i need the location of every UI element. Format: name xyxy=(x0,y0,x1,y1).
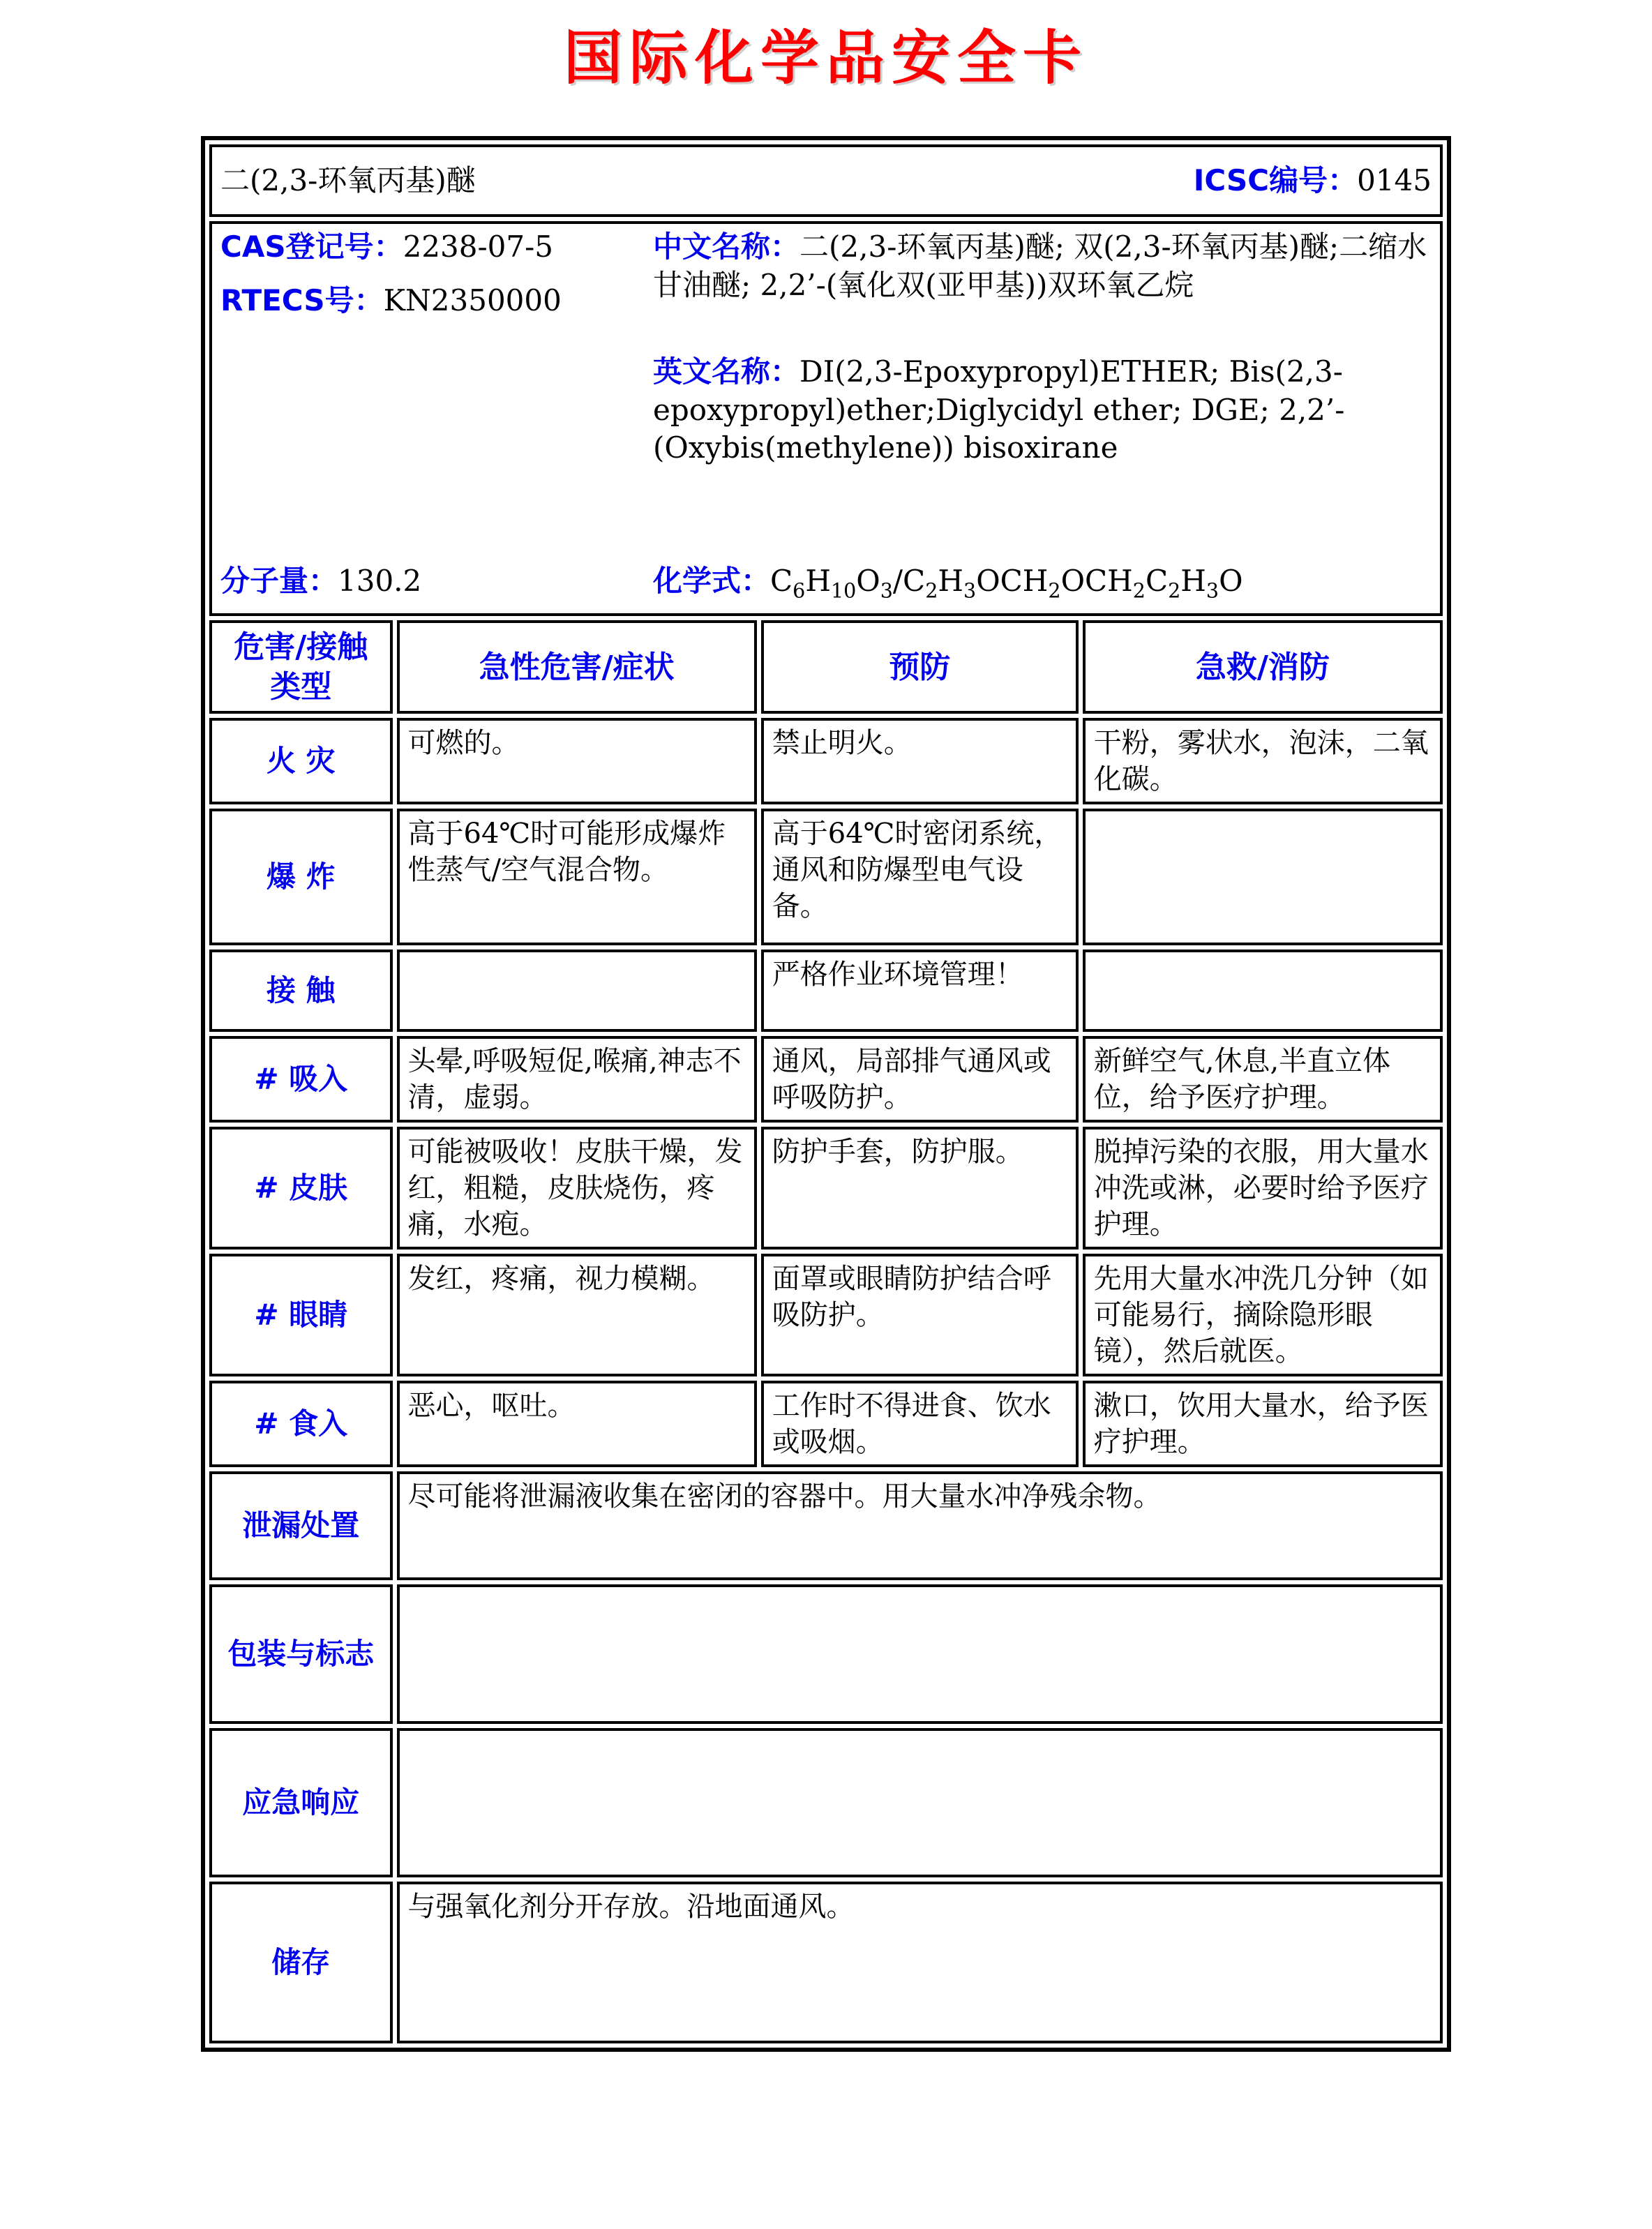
section-label-spillage: 泄漏处置 xyxy=(209,1471,393,1580)
section-content-spillage: 尽可能将泄漏液收集在密闭的容器中。用大量水冲净残余物。 xyxy=(397,1471,1443,1580)
formula-value: $C_6H_{10}O_3/C_2H_3OCH_2OCH_2C_2H_3O$ xyxy=(770,564,1243,603)
section-content-emergency xyxy=(397,1728,1443,1877)
hazard-header-row xyxy=(209,620,1443,714)
chinese-names-line xyxy=(653,228,1432,304)
chinese-names: 二(2,3-环氧丙基)醚; 双(2,3-环氧丙基)醚;二缩水甘油醚; 2,2’-(氧化双(亚甲基))双环氧乙烷 xyxy=(653,230,1427,302)
eyes-symptoms: 发红，疼痛，视力模糊。 xyxy=(397,1254,757,1376)
fire-prevention: 禁止明火。 xyxy=(761,718,1079,804)
section-label-storage: 储存 xyxy=(209,1882,393,2043)
english-names: DI(2,3-Epoxypropyl)ETHER; Bis(2,3-epoxypropyl)ether;Diglycidyl ether; DGE; 2,2’-(Oxybis(methylene)) bisoxirane xyxy=(653,354,1345,465)
explosion-symptoms: 高于64℃时可能形成爆炸性蒸气/空气混合物。 xyxy=(397,809,757,945)
explosion-prevention: 高于64℃时密闭系统，通风和防爆型电气设备。 xyxy=(761,809,1079,945)
section-row-emergency xyxy=(209,1728,1443,1877)
inhalation-symptoms: 头晕,呼吸短促,喉痛,神志不清，虚弱。 xyxy=(397,1036,757,1123)
skin-response: 脱掉污染的衣服，用大量水冲洗或淋，必要时给予医疗护理。 xyxy=(1083,1127,1443,1249)
header-first-aid: 急救/消防 xyxy=(1083,620,1443,714)
header-prevention: 预防 xyxy=(761,620,1079,714)
hazard-row-explosion xyxy=(209,809,1443,945)
substance-name: 二(2,3-环氧丙基)醚 xyxy=(220,163,476,197)
section-label-packaging: 包装与标志 xyxy=(209,1584,393,1724)
ingestion-response: 漱口，饮用大量水，给予医疗护理。 xyxy=(1083,1381,1443,1467)
hazard-type-exposure: 接 触 xyxy=(209,950,393,1032)
hazard-row-fire xyxy=(209,718,1443,804)
formula-label: 化学式： xyxy=(653,564,771,599)
eyes-response: 先用大量水冲洗几分钟（如可能易行，摘除隐形眼镜），然后就医。 xyxy=(1083,1254,1443,1376)
cas-number: 2238-07-5 xyxy=(403,230,554,264)
exposure-prevention: 严格作业环境管理！ xyxy=(761,950,1079,1032)
section-row-storage xyxy=(209,1882,1443,2043)
rtecs-line xyxy=(220,282,653,320)
eyes-prevention: 面罩或眼睛防护结合呼吸防护。 xyxy=(761,1254,1079,1376)
section-label-emergency: 应急响应 xyxy=(209,1728,393,1877)
english-name-label: 英文名称： xyxy=(653,354,800,389)
identification-row xyxy=(209,221,1443,616)
section-content-storage: 与强氧化剂分开存放。沿地面通风。 xyxy=(397,1882,1443,2043)
section-content-packaging xyxy=(397,1584,1443,1724)
icsc-number-group xyxy=(1194,162,1432,200)
formula-line xyxy=(653,562,1432,601)
cas-line xyxy=(220,228,653,267)
hazard-row-eyes xyxy=(209,1254,1443,1376)
english-names-line xyxy=(653,353,1432,467)
chinese-name-label: 中文名称： xyxy=(653,230,800,264)
header-symptoms: 急性危害/症状 xyxy=(397,620,757,714)
titlebar xyxy=(220,162,1432,200)
hazard-row-inhalation xyxy=(209,1036,1443,1123)
hazard-type-eyes: # 眼睛 xyxy=(209,1254,393,1376)
hazard-type-ingestion: # 食入 xyxy=(209,1381,393,1467)
exposure-response xyxy=(1083,950,1443,1032)
section-row-spillage xyxy=(209,1471,1443,1580)
icsc-document-page xyxy=(0,11,1652,2229)
hazard-row-ingestion xyxy=(209,1381,1443,1467)
hazard-type-fire: 火 灾 xyxy=(209,718,393,804)
fire-response: 干粉，雾状水，泡沫，二氧化碳。 xyxy=(1083,718,1443,804)
hazard-type-skin: # 皮肤 xyxy=(209,1127,393,1249)
rtecs-number: KN2350000 xyxy=(383,283,562,317)
title-row xyxy=(209,144,1443,217)
title-row-cell xyxy=(209,144,1443,217)
inhalation-response: 新鲜空气,休息,半直立体位，给予医疗护理。 xyxy=(1083,1036,1443,1123)
identification-cell xyxy=(209,221,1443,616)
rtecs-label: RTECS号： xyxy=(220,283,384,317)
molecular-weight-value: 130.2 xyxy=(338,564,422,599)
molecular-weight-line xyxy=(220,562,653,601)
molecular-weight-label: 分子量： xyxy=(220,564,338,599)
icsc-card-table xyxy=(201,136,1451,2052)
icsc-number-value: 0145 xyxy=(1357,163,1432,197)
header-hazard-type: 危害/接触类型 xyxy=(209,620,393,714)
hazard-type-explosion: 爆 炸 xyxy=(209,809,393,945)
icsc-number-label: ICSC编号： xyxy=(1193,163,1358,197)
hazard-row-skin xyxy=(209,1127,1443,1249)
exposure-symptoms xyxy=(397,950,757,1032)
ingestion-prevention: 工作时不得进食、饮水或吸烟。 xyxy=(761,1381,1079,1467)
skin-prevention: 防护手套，防护服。 xyxy=(761,1127,1079,1249)
inhalation-prevention: 通风，局部排气通风或呼吸防护。 xyxy=(761,1036,1079,1123)
hazard-row-exposure xyxy=(209,950,1443,1032)
identification-right xyxy=(653,228,1432,605)
fire-symptoms: 可燃的。 xyxy=(397,718,757,804)
identification-section xyxy=(220,228,1432,605)
ingestion-symptoms: 恶心，呕吐。 xyxy=(397,1381,757,1467)
identification-left xyxy=(220,228,653,605)
explosion-response xyxy=(1083,809,1443,945)
hazard-type-inhalation: # 吸入 xyxy=(209,1036,393,1123)
section-row-packaging xyxy=(209,1584,1443,1724)
cas-label: CAS登记号： xyxy=(220,230,403,264)
skin-symptoms: 可能被吸收！皮肤干燥，发红，粗糙，皮肤烧伤，疼痛，水疱。 xyxy=(397,1127,757,1249)
page-title: 国际化学品安全卡 xyxy=(563,23,1088,92)
